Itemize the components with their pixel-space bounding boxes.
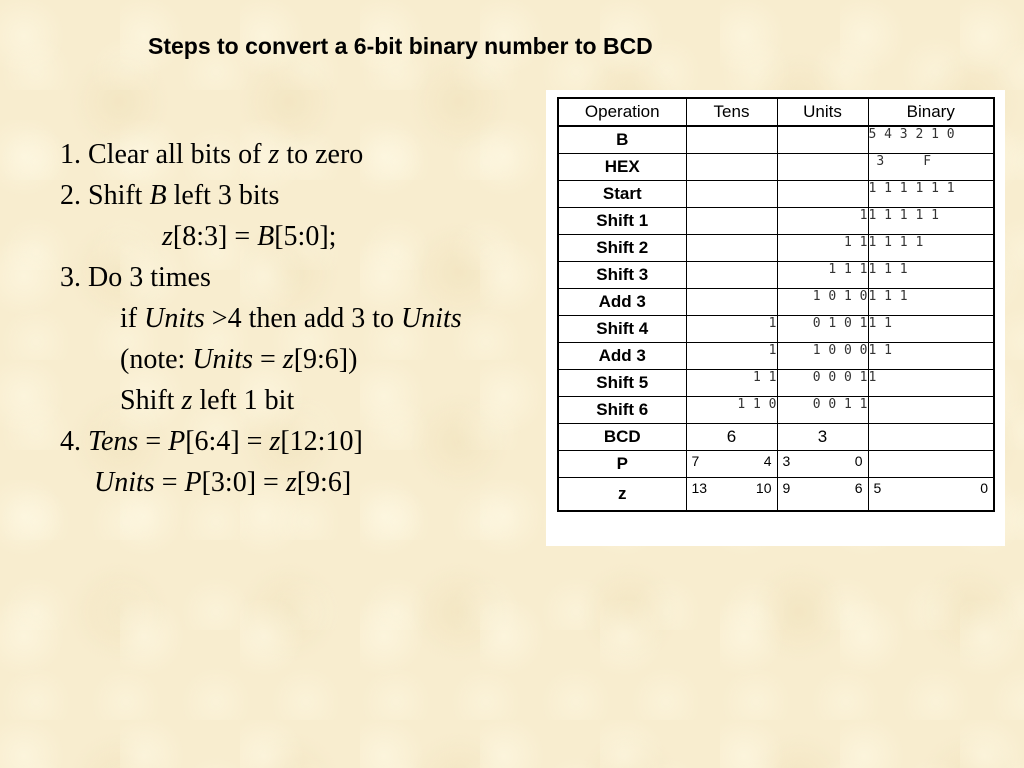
step-var: P: [168, 426, 186, 457]
operation-cell: HEX: [558, 154, 686, 181]
z-row: [558, 478, 994, 512]
bcd-tens-value: 6: [686, 424, 777, 451]
header-tens: Tens: [686, 98, 777, 126]
tens-cell: 1 1: [686, 370, 777, 397]
step-text: [6:4] =: [185, 426, 270, 457]
step-text: [9:6]: [296, 467, 352, 498]
binary-cell: 1 1 1 1 1 1: [868, 181, 994, 208]
table-row: [558, 126, 994, 154]
table-row: [558, 181, 994, 208]
tens-cell: [686, 208, 777, 235]
range-start: 7: [691, 453, 700, 469]
units-cell: [777, 126, 868, 154]
bcd-row: [558, 424, 994, 451]
units-cell: 1 1 1: [777, 262, 868, 289]
binary-cell: 1: [868, 370, 994, 397]
step-var: B: [149, 180, 167, 211]
table-row: [558, 289, 994, 316]
tens-cell: 1: [686, 316, 777, 343]
p-units-range: [777, 451, 868, 478]
p-row: [558, 451, 994, 478]
step-text: 2. Shift: [60, 180, 150, 211]
binary-cell: 1 1 1 1 1: [868, 208, 994, 235]
table-row: [558, 397, 994, 424]
step-text: [9:6]): [293, 344, 358, 375]
step-var: Units: [192, 344, 253, 375]
operation-cell: Start: [558, 181, 686, 208]
step-text: left 3 bits: [166, 180, 280, 211]
units-cell: 1 0 0 0: [777, 343, 868, 370]
bcd-conversion-table: [557, 97, 995, 512]
step-text: left 1 bit: [192, 385, 295, 416]
binary-cell: 1 1 1: [868, 262, 994, 289]
binary-cell: [868, 451, 994, 478]
operation-cell: Shift 1: [558, 208, 686, 235]
step-text: [3:0] =: [201, 467, 286, 498]
range-end: 4: [763, 453, 772, 469]
range-end: 0: [980, 480, 988, 496]
operation-cell: Shift 5: [558, 370, 686, 397]
binary-cell: 1 1: [868, 343, 994, 370]
step-text: [8:3] =: [172, 221, 258, 252]
step-text: (note:: [120, 344, 193, 375]
step-var: Units: [144, 303, 205, 334]
step-text: =: [138, 426, 169, 457]
operation-cell: Add 3: [558, 343, 686, 370]
step-3-shift: [60, 380, 550, 421]
binary-cell: 1 1 1: [868, 289, 994, 316]
binary-cell: [868, 424, 994, 451]
operation-cell: BCD: [558, 424, 686, 451]
bcd-units-value: 3: [777, 424, 868, 451]
z-units-range: [777, 478, 868, 512]
steps-list: [60, 134, 550, 503]
operation-cell: P: [558, 451, 686, 478]
step-text: [5:0];: [274, 221, 337, 252]
range-start: 13: [691, 480, 708, 496]
step-var: z: [282, 344, 294, 375]
tens-cell: [686, 235, 777, 262]
tens-cell: [686, 181, 777, 208]
tens-cell: 1: [686, 343, 777, 370]
binary-cell: 3 F: [868, 154, 994, 181]
step-var: B: [257, 221, 275, 252]
step-text: =: [154, 467, 185, 498]
step-var: z: [162, 221, 173, 252]
operation-cell: Add 3: [558, 289, 686, 316]
units-cell: 1 1: [777, 235, 868, 262]
step-text: 1. Clear all bits of: [60, 139, 269, 170]
tens-cell: [686, 126, 777, 154]
range-end: 10: [755, 480, 772, 496]
range-start: 3: [782, 453, 791, 469]
z-binary-range: [868, 478, 994, 512]
step-text: >4 then add 3 to: [204, 303, 402, 334]
step-3: 3. Do 3 times: [60, 262, 211, 293]
p-tens-range: [686, 451, 777, 478]
step-3-condition: [60, 298, 550, 339]
units-cell: 0 1 0 1: [777, 316, 868, 343]
step-text: Shift: [120, 385, 182, 416]
table-row: [558, 208, 994, 235]
tens-cell: 1 1 0: [686, 397, 777, 424]
table-row: [558, 235, 994, 262]
range-end: 0: [854, 453, 863, 469]
table-row: [558, 343, 994, 370]
range-end: 6: [854, 480, 863, 496]
step-var: Units: [94, 467, 155, 498]
binary-cell: 1 1 1 1: [868, 235, 994, 262]
step-4-units: [60, 462, 550, 503]
units-cell: [777, 181, 868, 208]
header-binary: Binary: [868, 98, 994, 126]
operation-cell: Shift 3: [558, 262, 686, 289]
table-row: [558, 154, 994, 181]
step-2: [60, 175, 550, 216]
step-text: =: [253, 344, 283, 375]
units-cell: 0 0 1 1: [777, 397, 868, 424]
step-2-detail: [60, 216, 550, 257]
units-cell: 1: [777, 208, 868, 235]
units-cell: [777, 154, 868, 181]
table-header-row: [558, 98, 994, 126]
header-operation: Operation: [558, 98, 686, 126]
step-text: to zero: [279, 139, 364, 170]
operation-cell: Shift 2: [558, 235, 686, 262]
step-var: z: [268, 139, 280, 170]
step-var: Tens: [88, 426, 139, 457]
step-1: [60, 134, 550, 175]
operation-cell: Shift 6: [558, 397, 686, 424]
operation-cell: z: [558, 478, 686, 512]
tens-cell: [686, 262, 777, 289]
step-var: P: [184, 467, 202, 498]
step-var: z: [269, 426, 281, 457]
tens-cell: [686, 154, 777, 181]
units-cell: 1 0 1 0: [777, 289, 868, 316]
table-row: [558, 262, 994, 289]
table-row: [558, 316, 994, 343]
step-3-note: [60, 339, 550, 380]
header-units: Units: [777, 98, 868, 126]
slide-title: Steps to convert a 6-bit binary number to BCD: [148, 33, 653, 59]
operation-cell: B: [558, 126, 686, 154]
binary-cell: 5 4 3 2 1 0: [868, 126, 994, 154]
range-start: 9: [782, 480, 791, 496]
operation-cell: Shift 4: [558, 316, 686, 343]
step-4-tens: [60, 421, 550, 462]
tens-cell: [686, 289, 777, 316]
step-text: 4.: [60, 426, 88, 457]
binary-cell: [868, 397, 994, 424]
step-var: z: [181, 385, 193, 416]
step-text: if: [120, 303, 145, 334]
step-text: [12:10]: [280, 426, 363, 457]
range-start: 5: [873, 480, 882, 496]
units-cell: 0 0 0 1: [777, 370, 868, 397]
step-var: z: [285, 467, 297, 498]
z-tens-range: [686, 478, 777, 512]
step-var: Units: [401, 303, 462, 334]
binary-cell: 1 1: [868, 316, 994, 343]
table-row: [558, 370, 994, 397]
